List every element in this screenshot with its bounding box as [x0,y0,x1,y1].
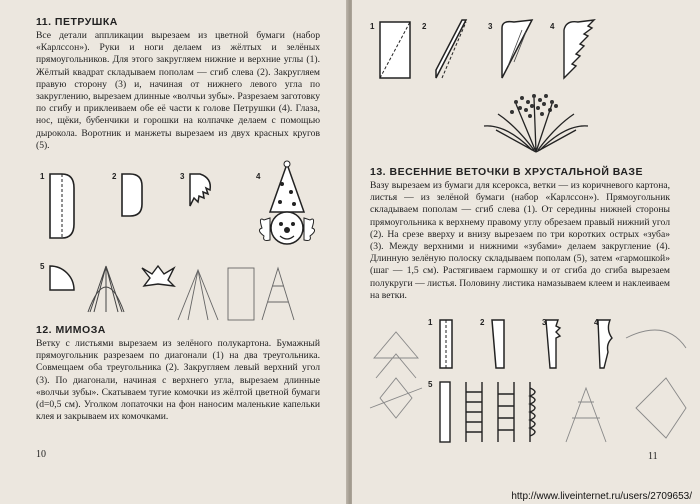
petrushka-step3-illustration [188,172,216,212]
step-label-4: 4 [256,172,261,181]
vase-step-label-2: 2 [480,318,485,327]
right-page [352,0,700,504]
mimosa-bouquet-illustration [476,90,596,156]
vase-step-label-3: 3 [542,318,547,327]
mimosa-step4-illustration [558,18,602,84]
petrushka-step2-illustration [120,172,146,220]
section-13-heading: 13. ВЕСЕННИЕ ВЕТОЧКИ В ХРУСТАЛЬНОЙ ВАЗЕ [370,166,644,178]
section-12-text: Ветку с листьями вырезаем из зелёного полукартона. Бумажный прямоугольник разрезаем по диагонали (1) на два треугольника. Совмещаем оба треугольника (2). Закругляем левый верхний угол (3). По диагонали, начиная с верхнего угла, вырезаем длинные «волчьи зубы». Скатываем тугие комочки из жёлтой цветной бумаги (d=0,5 см). Уголком лопаточки на фон наносим маленькие капельки клея и закрываем их комочками. [36,338,320,423]
mimosa-step2-illustration [432,18,472,84]
petrushka-step1-illustration [48,172,78,242]
section-13-text: Вазу вырезаем из бумаги для ксерокса, ветки — из коричневого картона, листья — из зелёной бумаги (набор «Карлссон»). Прямоугольник складываем пополам — сгиб слева (1). От середины нижней стороны прямоугольника к верхнему правому углу обрезаем правый нижний угол (2). На срезе вверху и внизу вырезаем по три коротких острых «зуба» (3). Между верхними и нижними «зубами» делаем закругление (4). Длинную зелёную полоску складываем пополам (5), затем «гармошкой» (шаг — 1,5 см). Растягиваем гармошку и от сгиба до сгиба вырезаем полукруги — листья. Половину листика намазываем клеем и наклеиваем на ветки. [370,180,670,301]
mimosa-step1-illustration [378,20,414,84]
mimosa-step-label-4: 4 [550,22,555,31]
petrushka-step5-illustration [48,262,318,324]
vase-step-label-4: 4 [594,318,599,327]
section-12-heading: 12. МИМОЗА [36,324,106,336]
step-label-5: 5 [40,262,45,271]
mimosa-step-label-3: 3 [488,22,493,31]
left-page [0,0,348,504]
mimosa-step-label-1: 1 [370,22,375,31]
step-label-2: 2 [112,172,117,181]
mimosa-step3-illustration [496,18,540,84]
vase-steps-illustration [366,318,686,446]
mimosa-step-label-2: 2 [422,22,427,31]
vase-step-label-1: 1 [428,318,433,327]
step-label-1: 1 [40,172,45,181]
section-11-text: Все детали аппликации вырезаем из цветной бумаги (набор «Карлссон»). Руки и ноги делаем из жёлтых и зелёных прямоугольников. Для этого закругляем нижние и верхние углы (1). Жёлтый квадрат складываем пополам — сгиб слева (2). Закругляем правую сторону (3) и, начиная от нижнего левого угла по закруглению, вырезаем длинные «волчьи зубы». Разрезаем заготовку по сгибу и приклеиваем обе её части к голове Петрушки (4). Глаза, нос, щёки, бубенчики и горошки на колпачке делаем с помощью дырокола. Воротник и манжеты вырезаем из двух красных кругов (5). [36,30,320,151]
right-page-number: 11 [648,451,658,462]
petrushka-clown-illustration [256,160,318,256]
watermark-url: http://www.liveinternet.ru/users/2709653/ [511,491,692,502]
vase-step-label-5: 5 [428,380,433,389]
step-label-3: 3 [180,172,185,181]
left-page-number: 10 [36,449,46,460]
section-11-heading: 11. ПЕТРУШКА [36,16,118,28]
